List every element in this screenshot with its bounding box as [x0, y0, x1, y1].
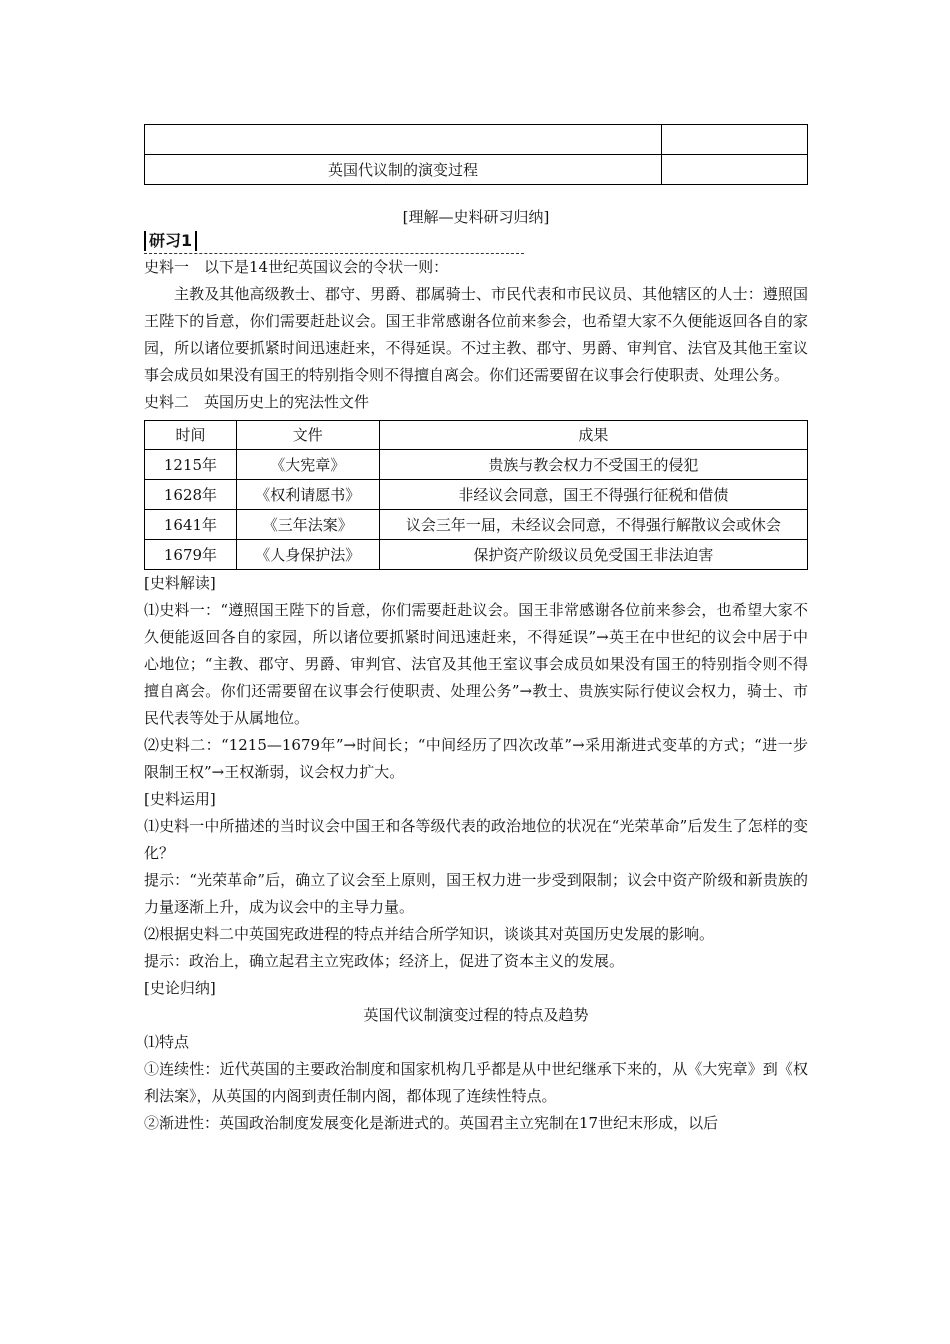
summary-subheading: ⑴特点 [144, 1033, 190, 1051]
column-header: 成果 [379, 421, 807, 450]
application-answer-2: 提示：政治上，确立起君主立宪政体；经济上，促进了资本主义的发展。 [144, 952, 625, 970]
table-cell-result: 议会三年一届，未经议会同意，不得强行解散议会或休会 [379, 510, 807, 540]
table-cell-document: 《人身保护法》 [236, 540, 379, 570]
table-cell-result: 保护资产阶级议员免受国王非法迫害 [379, 540, 807, 570]
table-row [145, 450, 808, 480]
interpretation-heading: [史料解读] [144, 574, 216, 592]
table-row [145, 510, 808, 540]
table-cell-result: 贵族与教会权力不受国王的侵犯 [379, 450, 807, 480]
table-cell-document: 《大宪章》 [236, 450, 379, 480]
table-cell-document: 《三年法案》 [236, 510, 379, 540]
application-answer-1: 提示：“光荣革命”后，确立了议会至上原则，国王权力进一步受到限制；议会中资产阶级和新贵族的力量逐渐上升，成为议会中的主导力量。 [144, 871, 808, 916]
table-cell-result: 非经议会同意，国王不得强行征税和借债 [379, 480, 807, 510]
material1-intro: 史料一 以下是14世纪英国议会的令状一则： [144, 258, 449, 276]
yanxi-label: 研习1 [144, 231, 197, 251]
interpretation-p2: ⑵史料二：“1215—1679年”→时间长；“中间经历了四次改革”→采用渐进式变革的方式；“进一步限制王权”→王权渐弱，议会权力扩大。 [144, 736, 808, 781]
summary-item-gradualness: ②渐进性：英国政治制度发展变化是渐进式的。英国君主立宪制在17世纪末形成，以后 [144, 1114, 719, 1132]
document-content [144, 124, 808, 1137]
table-cell-year: 1215年 [145, 450, 237, 480]
header-table [144, 124, 808, 185]
column-header: 文件 [236, 421, 379, 450]
application-question-1: ⑴史料一中所描述的当时议会中国王和各等级代表的政治地位的状况在“光荣革命”后发生了怎样的变化？ [144, 817, 808, 862]
table-cell-year: 1628年 [145, 480, 237, 510]
summary-heading: [史论归纳] [144, 979, 216, 997]
summary-title: 英国代议制演变过程的特点及趋势 [363, 1006, 589, 1024]
material2-intro: 史料二 英国历史上的宪法性文件 [144, 393, 370, 411]
application-heading: [史料运用] [144, 790, 216, 808]
header-cell-side [662, 125, 808, 155]
column-header: 时间 [145, 421, 237, 450]
material1-body: 主教及其他高级教士、郡守、男爵、郡属骑士、市民代表和市民议员、其他辖区的人士：遵照国王陛下的旨意，你们需要赶赴议会。国王非常感谢各位前来参会，也希望大家不久便能返回各自的家园，所以诸位要抓紧时间迅速赶来，不得延误。不过主教、郡守、男爵、审判官、法官及其他王室议事会成员如果没有国王的特别指令则不得擅自离会。你们还需要留在议事会行使职责、处理公务。 [144, 285, 808, 384]
header-title: 英国代议制的演变过程 [145, 155, 662, 185]
table-row [145, 480, 808, 510]
yanxi-bar [144, 231, 524, 254]
table-header-row [145, 421, 808, 450]
interpretation-p1: ⑴史料一：“遵照国王陛下的旨意，你们需要赶赴议会。国王非常感谢各位前来参会，也希望大家不久便能返回各自的家园，所以诸位要抓紧时间迅速赶来，不得延误”→英王在中世纪的议会中居于中心地位；“主教、郡守、男爵、审判官、法官及其他王室议事会成员如果没有国王的特别指令则不得擅自离会。你们还需要留在议事会行使职责、处理公务”→教士、贵族实际行使议会权力，骑士、市民代表等处于从属地位。 [144, 601, 808, 727]
header-cell-empty [145, 125, 662, 155]
application-question-2: ⑵根据史料二中英国宪政进程的特点并结合所学知识，谈谈其对英国历史发展的影响。 [144, 925, 715, 943]
table-cell-year: 1641年 [145, 510, 237, 540]
summary-item-continuity: ①连续性：近代英国的主要政治制度和国家机构几乎都是从中世纪继承下来的，从《大宪章》到《权利法案》，从英国的内阁到责任制内阁，都体现了连续性特点。 [144, 1060, 808, 1105]
header-cell-side [662, 155, 808, 185]
table-row [145, 540, 808, 570]
table-cell-document: 《权利请愿书》 [236, 480, 379, 510]
section-heading: [理解—史料研习归纳] [402, 208, 550, 226]
table-cell-year: 1679年 [145, 540, 237, 570]
constitution-table [144, 420, 808, 570]
